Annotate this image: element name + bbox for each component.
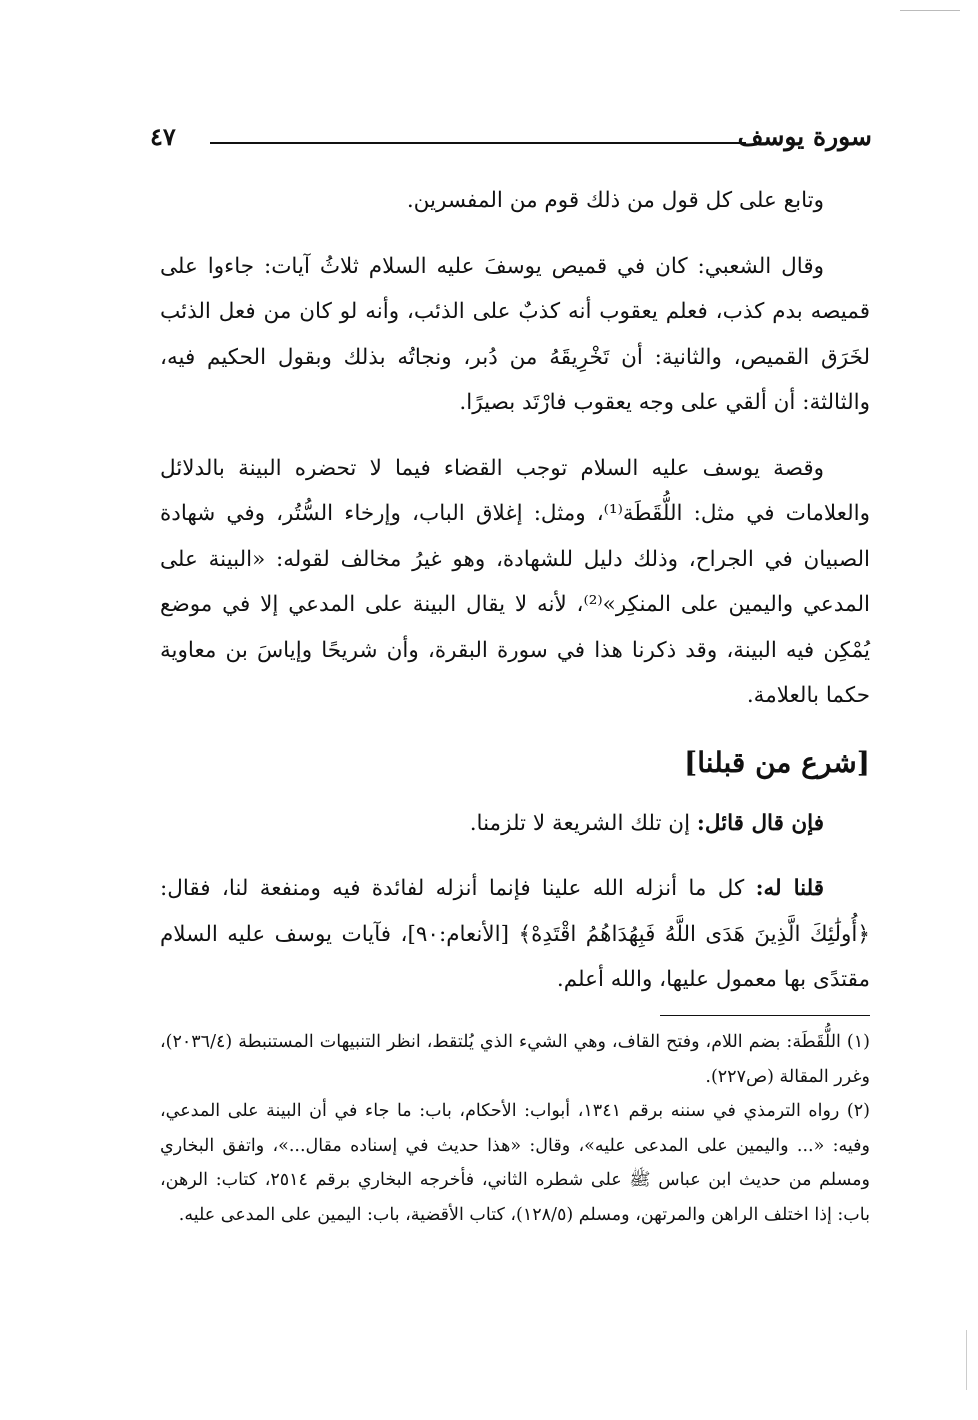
footnotes xyxy=(160,1025,870,1232)
header-title: سورة يوسف xyxy=(737,122,872,151)
paragraph-5 xyxy=(160,866,870,1003)
question-text: إن تلك الشريعة لا تلزمنا. xyxy=(469,810,697,836)
main-text xyxy=(160,178,870,1023)
section-heading: [شرع من قبلنا] xyxy=(683,745,870,779)
footnote-1: (١) اللُّقَطَة: بضم اللام، وفتح القاف، وهي الشيء الذي يُلتقط، انظر التنبيهات المستنبطة (٢٠٣٦/٤)، وغرر المقالة (ص٢٢٧). xyxy=(160,1032,870,1087)
page-header xyxy=(150,118,880,158)
scan-edge-line xyxy=(900,10,960,11)
paragraph-3: وقصة يوسف عليه السلام توجب القضاء فيما لا تحضره البينة بالدلائل والعلامات في مثل: اللُّقَطَة⁽¹⁾، ومثل: إغلاق الباب، وإرخاء السُّتُر، وفي شهادة الصبيان في الجراح، وذلك دليل للشهادة، وهو غيرُ مخالف لقوله: «البينة على المدعي واليمين على المنكِر»⁽²⁾، لأنه لا يقال البينة على المدعي إلا في موضع يُمْكِن فيه البينة، وقد ذكرنا هذا في سورة البقرة، وأن شريحًا وإياسَ بن معاوية حكما بالعلامة. xyxy=(160,455,870,708)
paragraph-2: وقال الشعبي: كان في قميص يوسفَ عليه السلام ثلاثُ آيات: جاءوا على قميصه بدم كذب، فعلم يعقوب أنه كذبٌ على الذئب، وأنه لو كان من فعل الذئب لخَرَق القميص، والثانية: أن تَخْرِيقَهُ من دُبر، ونجاتُه بذلك وبقول الحكيم فيه، والثالثة: أن ألقي على وجه يعقوب فارْتَد بصيرًا. xyxy=(160,253,870,415)
paragraph-1: وتابع على كل قول من ذلك قوم من المفسرين. xyxy=(406,188,824,213)
footnote-separator xyxy=(660,1015,870,1016)
paragraph-4 xyxy=(160,801,870,847)
question-label: فإن قال قائل: xyxy=(696,810,824,836)
answer-label: قلنا له: xyxy=(755,876,825,901)
header-rule xyxy=(210,142,746,144)
answer-text: كل ما أنزله الله علينا فإنما أنزله لفائدة فيه ومنفعة لنا، فقال: ﴿أُولَٰئِكَ الَّذِينَ هَدَى اللَّهُ فَبِهُدَاهُمُ اقْتَدِهْ﴾ [الأنعام:٩٠]، فآيات يوسف عليه السلام مقتدًى بها معمول عليها، والله أعلم. xyxy=(160,876,871,992)
footnote-2: (٢) رواه الترمذي في سننه برقم ١٣٤١، أبواب: الأحكام، باب: ما جاء في أن البينة على المدعي، وفيه: «... واليمين على المدعى عليه»، وقال: «هذا حديث في إسناده مقال...»، واتفق البخاري ومسلم من حديث ابن عباس ﷺ على شطره الثاني، فأخرجه البخاري برقم ٢٥١٤، كتاب: الرهن، باب: إذا اختلف الراهن والمرتهن، ومسلم (١٢٨/٥)، كتاب الأقضية، باب: اليمين على المدعى عليه. xyxy=(160,1101,870,1225)
scan-edge-mark xyxy=(966,1330,967,1390)
page-number: ٤٧ xyxy=(150,122,176,151)
